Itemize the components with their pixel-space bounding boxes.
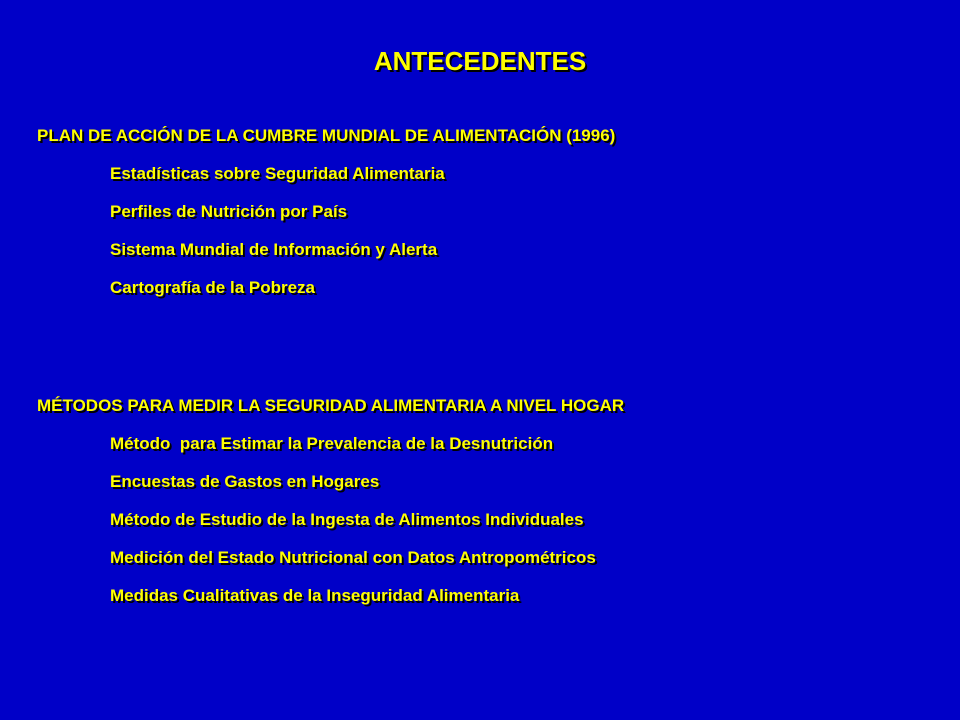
- list-item: Método para Estimar la Prevalencia de la Desnutrición: [110, 434, 554, 453]
- list-item: Encuestas de Gastos en Hogares: [110, 472, 380, 491]
- list-item: Perfiles de Nutrición por País: [110, 202, 348, 221]
- slide-title: ANTECEDENTES: [373, 46, 587, 76]
- section-heading: MÉTODOS PARA MEDIR LA SEGURIDAD ALIMENTARIA A NIVEL HOGAR: [37, 396, 625, 415]
- list-item: Cartografía de la Pobreza: [110, 278, 316, 297]
- section-heading: PLAN DE ACCIÓN DE LA CUMBRE MUNDIAL DE ALIMENTACIÓN (1996): [37, 126, 616, 145]
- list-item: Sistema Mundial de Información y Alerta: [110, 240, 438, 259]
- list-item: Medidas Cualitativas de la Inseguridad Alimentaria: [110, 586, 520, 605]
- section-metodos: [37, 394, 624, 622]
- list-item: Medición del Estado Nutricional con Datos Antropométricos: [110, 548, 596, 567]
- list-item: Estadísticas sobre Seguridad Alimentaria: [110, 164, 445, 183]
- list-item: Método de Estudio de la Ingesta de Alimentos Individuales: [110, 510, 584, 529]
- item-list: [37, 432, 624, 622]
- section-plan-de-accion: [37, 124, 615, 314]
- item-list: [37, 162, 615, 314]
